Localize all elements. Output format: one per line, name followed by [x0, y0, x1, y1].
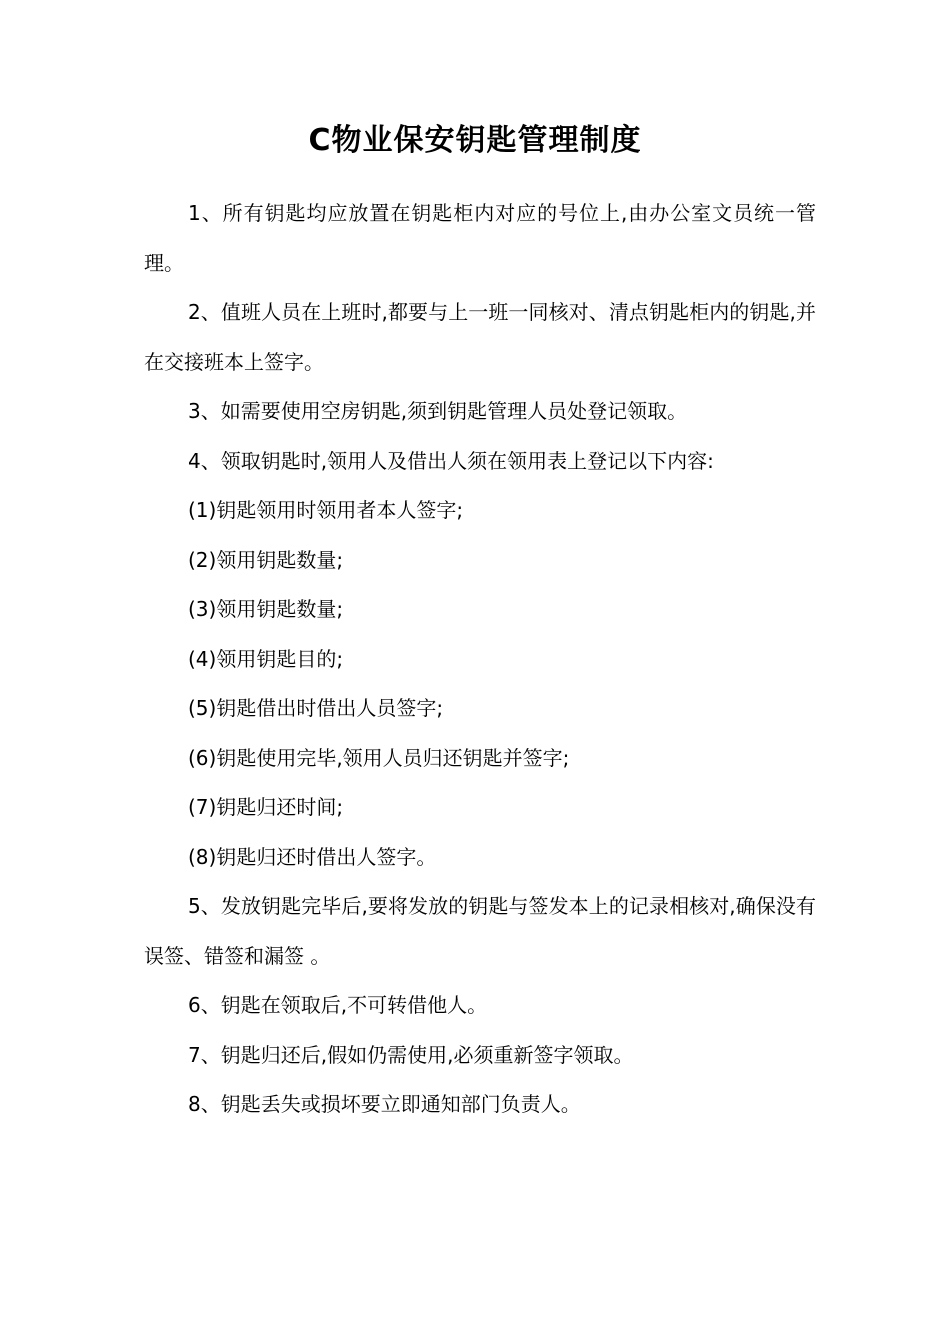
list-item-7: (7)钥匙归还时间;	[188, 795, 344, 819]
paragraph-5: 5、发放钥匙完毕后,要将发放的钥匙与签发本上的记录相核对,确保没有误签、错签和漏签 。	[144, 894, 816, 968]
list-item-4: (4)领用钥匙目的;	[188, 646, 344, 671]
paragraph-8: 8、钥匙丢失或损坏要立即通知部门负责人。	[188, 1092, 581, 1116]
paragraph-7: 7、钥匙归还后,假如仍需使用,必须重新签字领取。	[188, 1042, 634, 1067]
document-body	[144, 189, 816, 1130]
paragraph-6: 6、钥匙在领取后,不可转借他人。	[188, 993, 488, 1017]
document-title: C物业保安钥匙管理制度	[308, 123, 642, 158]
list-item-8: (8)钥匙归还时借出人签字。	[188, 844, 437, 869]
list-item-1: (1)钥匙领用时领用者本人签字;	[188, 498, 464, 522]
list-item-3: (3)领用钥匙数量;	[188, 597, 344, 621]
paragraph-1: 1、所有钥匙均应放置在钥匙柜内对应的号位上,由办公室文员统一管理。	[144, 201, 816, 275]
list-item-5: (5)钥匙借出时借出人员签字;	[188, 696, 444, 720]
paragraph-4: 4、领取钥匙时,领用人及借出人须在领用表上登记以下内容:	[188, 448, 714, 473]
paragraph-2: 2、值班人员在上班时,都要与上一班一同核对、清点钥匙柜内的钥匙,并在交接班本上签字。	[144, 300, 816, 374]
list-item-6: (6)钥匙使用完毕,领用人员归还钥匙并签字;	[188, 745, 570, 770]
paragraph-3: 3、如需要使用空房钥匙,须到钥匙管理人员处登记领取。	[188, 399, 688, 423]
list-item-2: (2)领用钥匙数量;	[188, 547, 344, 572]
